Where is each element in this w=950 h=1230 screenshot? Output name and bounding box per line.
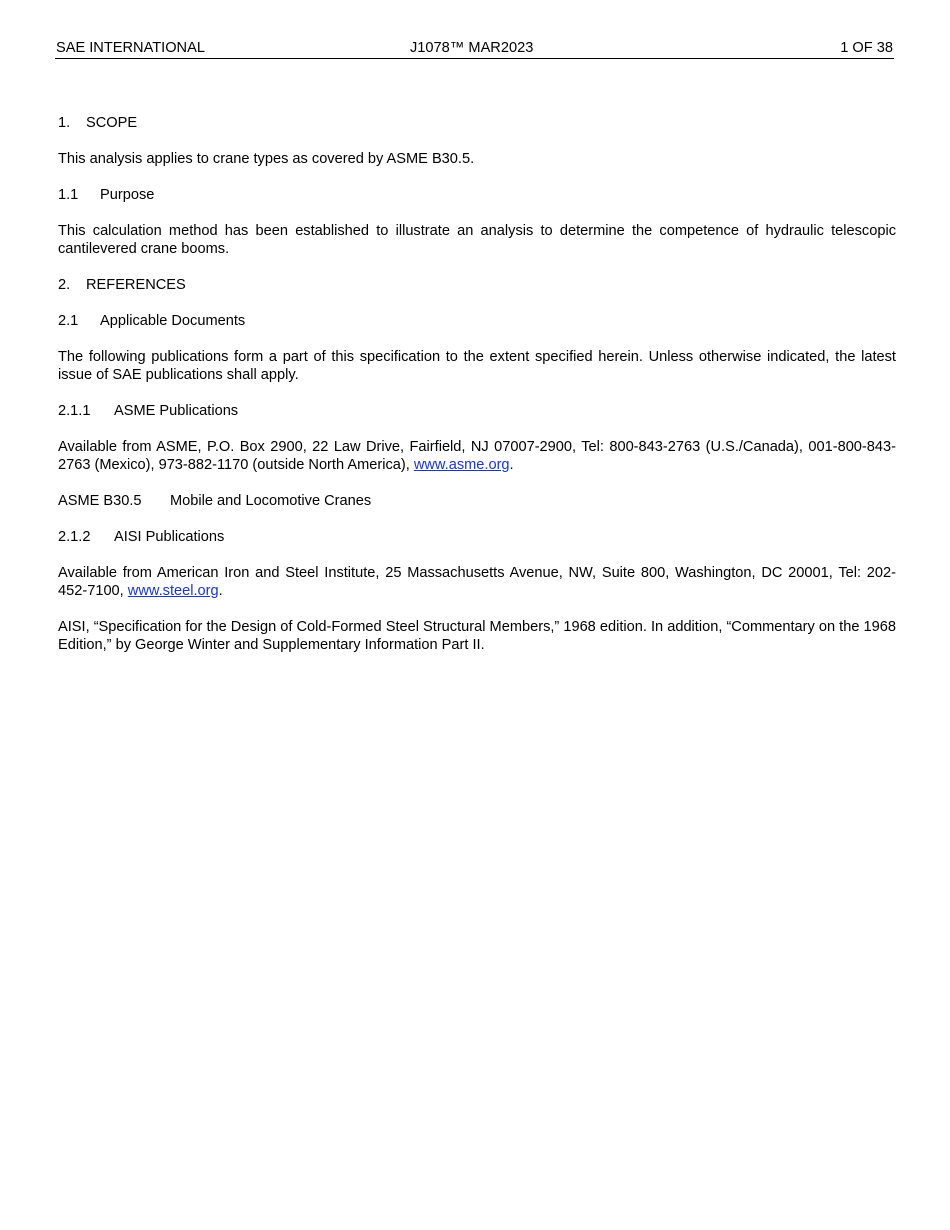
section-1-heading bbox=[58, 114, 896, 132]
section-number: 1. bbox=[58, 115, 71, 131]
section-2-1-2-heading bbox=[58, 528, 896, 546]
section-number: 2.1.1 bbox=[58, 403, 91, 419]
section-1-1-heading bbox=[58, 186, 896, 204]
section-title: Applicable Documents bbox=[100, 313, 246, 329]
section-1-1-paragraph: This calculation method has been established to illustrate an analysis to determine the competence of hydraulic telescopic cantilevered crane booms. bbox=[58, 223, 896, 257]
section-title: REFERENCES bbox=[86, 277, 186, 293]
section-number: 2.1.2 bbox=[58, 529, 91, 545]
reference-asme-b30-5 bbox=[58, 492, 896, 510]
steel-website-link[interactable]: www.steel.org bbox=[127, 583, 219, 599]
asme-availability-paragraph bbox=[58, 438, 896, 474]
section-2-1-heading bbox=[58, 312, 896, 330]
aisi-availability-text: Available from American Iron and Steel Institute, 25 Massachusetts Avenue, NW, Suite 800, Washington, DC 20001, Tel: 202-452-7100, bbox=[58, 565, 896, 599]
section-number: 1.1 bbox=[58, 187, 79, 203]
section-title: SCOPE bbox=[86, 115, 138, 131]
aisi-reference-paragraph: AISI, “Specification for the Design of Cold-Formed Steel Structural Members,” 1968 edition. In addition, “Commentary on the 1968 Edition,” by George Winter and Supplementary Information Part II. bbox=[58, 619, 896, 653]
sentence-end: . bbox=[218, 583, 223, 599]
document-body bbox=[58, 114, 896, 672]
reference-title: Mobile and Locomotive Cranes bbox=[170, 493, 372, 509]
section-title: AISI Publications bbox=[114, 529, 225, 545]
section-2-1-1-heading bbox=[58, 402, 896, 420]
section-number: 2. bbox=[58, 277, 71, 293]
section-number: 2.1 bbox=[58, 313, 79, 329]
header-organization: SAE INTERNATIONAL bbox=[56, 40, 205, 56]
section-2-heading bbox=[58, 276, 896, 294]
section-1-paragraph: This analysis applies to crane types as covered by ASME B30.5. bbox=[58, 151, 475, 167]
section-2-1-paragraph: The following publications form a part of this specification to the extent specified herein. Unless otherwise indicated, the latest issue of SAE publications shall apply. bbox=[58, 349, 896, 383]
page-header bbox=[55, 38, 894, 59]
asme-website-link[interactable]: www.asme.org bbox=[413, 457, 510, 473]
asme-availability-text: Available from ASME, P.O. Box 2900, 22 Law Drive, Fairfield, NJ 07007-2900, Tel: 800-843-2763 (U.S./Canada), 001-800-843-2763 (Mexico), 973-882-1170 (outside North America), bbox=[58, 439, 896, 473]
aisi-availability-paragraph bbox=[58, 564, 896, 600]
sentence-end: . bbox=[509, 457, 514, 473]
header-page-number: 1 OF 38 bbox=[840, 40, 893, 56]
section-title: Purpose bbox=[100, 187, 155, 203]
section-title: ASME Publications bbox=[114, 403, 239, 419]
reference-id: ASME B30.5 bbox=[58, 493, 142, 509]
header-document-id: J1078™ MAR2023 bbox=[410, 40, 534, 56]
